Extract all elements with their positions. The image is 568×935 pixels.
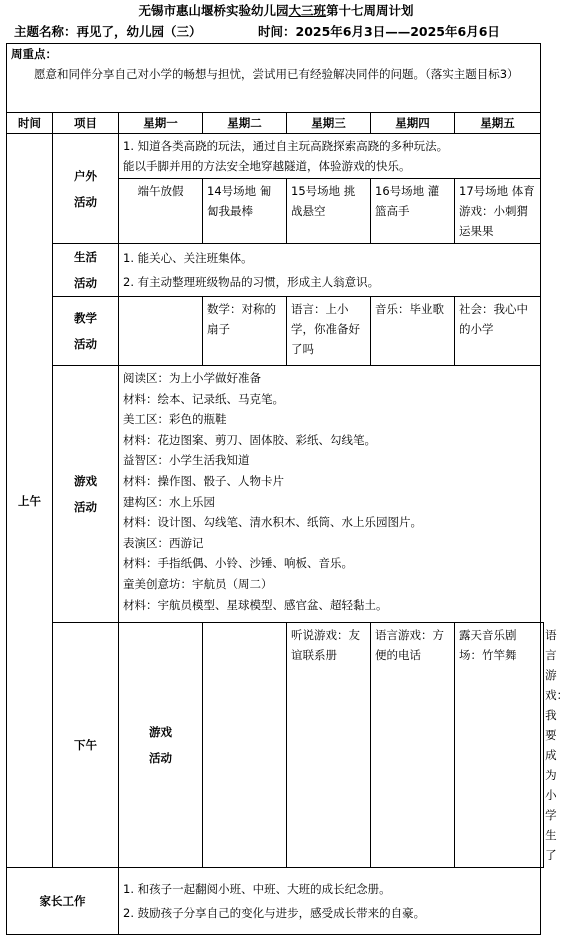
col-wednesday: 星期三 — [287, 113, 371, 134]
col-tuesday: 星期二 — [203, 113, 287, 134]
time-line — [258, 24, 500, 40]
col-item: 项目 — [53, 113, 119, 134]
afternoon-tuesday: 听说游戏：友谊联系册 — [287, 623, 371, 868]
outdoor-monday: 端午放假 — [119, 179, 203, 244]
afternoon-thursday: 露天音乐剧场：竹竿舞 — [455, 623, 541, 868]
page-title — [0, 2, 552, 20]
parents-row — [7, 868, 544, 935]
life-goal-2: 2. 有主动整理班级物品的习惯，形成主人翁意识。 — [123, 275, 380, 289]
game-line-7: 建构区：水上乐园 — [123, 494, 215, 509]
theme-value: 再见了，幼儿园（三） — [76, 24, 202, 39]
game-label: 游戏 活动 — [53, 366, 119, 623]
parents-label: 家长工作 — [7, 868, 119, 935]
game-line-6: 材料：操作图、骰子、人物卡片 — [123, 473, 284, 488]
outdoor-goals — [119, 134, 541, 179]
life-goals — [119, 244, 541, 297]
parents-task-2: 2. 鼓励孩子分享自己的变化与进步，感受成长带来的自豪。 — [123, 906, 426, 920]
game-line-5: 益智区：小学生活我知道 — [123, 453, 250, 468]
afternoon-monday — [203, 623, 287, 868]
focus-row — [7, 44, 544, 113]
teaching-tuesday: 数学：对称的扇子 — [203, 297, 287, 366]
col-monday: 星期一 — [119, 113, 203, 134]
teaching-row — [7, 297, 544, 366]
col-time: 时间 — [7, 113, 53, 134]
game-line-4: 材料：花边图案、剪刀、固体胶、彩纸、勾线笔。 — [123, 432, 376, 447]
outdoor-goals-row — [7, 134, 544, 179]
teaching-monday — [119, 297, 203, 366]
outdoor-goal-2: 能以手脚并用的方法安全地穿越隧道，体验游戏的快乐。 — [123, 159, 411, 173]
outdoor-tuesday: 14号场地 匍匐我最棒 — [203, 179, 287, 244]
header-row — [7, 113, 544, 134]
title-class: 大三班 — [288, 3, 326, 18]
afternoon-game-label: 游戏 活动 — [119, 623, 203, 868]
game-line-1: 阅读区：为上小学做好准备 — [123, 371, 261, 385]
game-line-3: 美工区：彩色的瓶鞋 — [123, 412, 227, 427]
col-thursday: 星期四 — [371, 113, 455, 134]
theme-label: 主题名称： — [14, 24, 77, 39]
title-school: 无锡市惠山堰桥实验幼儿园 — [138, 3, 289, 18]
teaching-friday: 社会：我心中的小学 — [455, 297, 541, 366]
life-row — [7, 244, 544, 297]
game-line-2: 材料：绘本、记录纸、马克笔。 — [123, 391, 284, 406]
focus-text: 愿意和同伴分享自己对小学的畅想与担忧，尝试用已有经验解决同伴的问题。（落实主题目标3） — [34, 67, 519, 81]
game-line-8: 材料：设计图、勾线笔、清水积木、纸筒、水上乐园图片。 — [123, 515, 422, 530]
game-line-12: 材料：宇航员模型、星球模型、感官盆、超轻黏土。 — [123, 597, 388, 612]
theme-line — [14, 24, 202, 40]
col-friday: 星期五 — [455, 113, 541, 134]
life-label: 生活 活动 — [53, 244, 119, 297]
parents-tasks — [119, 868, 541, 935]
game-line-10: 材料：手指纸偶、小铃、沙锤、响板、音乐。 — [123, 556, 353, 571]
game-areas — [119, 366, 541, 623]
game-line-9: 表演区：西游记 — [123, 535, 204, 550]
afternoon-friday: 语言游戏：我要成为小学生了 — [541, 623, 544, 868]
morning-label: 上午 — [7, 134, 53, 868]
title-suffix: 第十七周周计划 — [326, 3, 414, 18]
outdoor-thursday: 16号场地 灌篮高手 — [371, 179, 455, 244]
game-row — [7, 366, 544, 623]
afternoon-label: 下午 — [53, 623, 119, 868]
teaching-label: 教学 活动 — [53, 297, 119, 366]
weekly-plan-table — [6, 43, 568, 935]
outdoor-wednesday: 15号场地 挑战悬空 — [287, 179, 371, 244]
outdoor-label: 户外 活动 — [53, 134, 119, 244]
teaching-wednesday: 语言：上小学，你准备好了吗 — [287, 297, 371, 366]
focus-label: 周重点： — [11, 47, 57, 61]
parents-task-1: 1. 和孩子一起翻阅小班、中班、大班的成长纪念册。 — [123, 882, 391, 896]
afternoon-row — [7, 623, 544, 868]
time-value: 2025年6月3日——2025年6月6日 — [295, 24, 500, 39]
time-label: 时间： — [258, 24, 296, 39]
outdoor-goal-1: 1. 知道各类高跷的玩法，通过自主玩高跷探索高跷的多种玩法。 — [123, 139, 449, 153]
life-goal-1: 1. 能关心、关注班集体。 — [123, 251, 253, 265]
afternoon-wednesday: 语言游戏：方便的电话 — [371, 623, 455, 868]
outdoor-friday: 17号场地 体育游戏：小刺猬运果果 — [455, 179, 541, 244]
teaching-thursday: 音乐：毕业歌 — [371, 297, 455, 366]
game-line-11: 童美创意坊：宇航员（周二） — [123, 576, 273, 591]
